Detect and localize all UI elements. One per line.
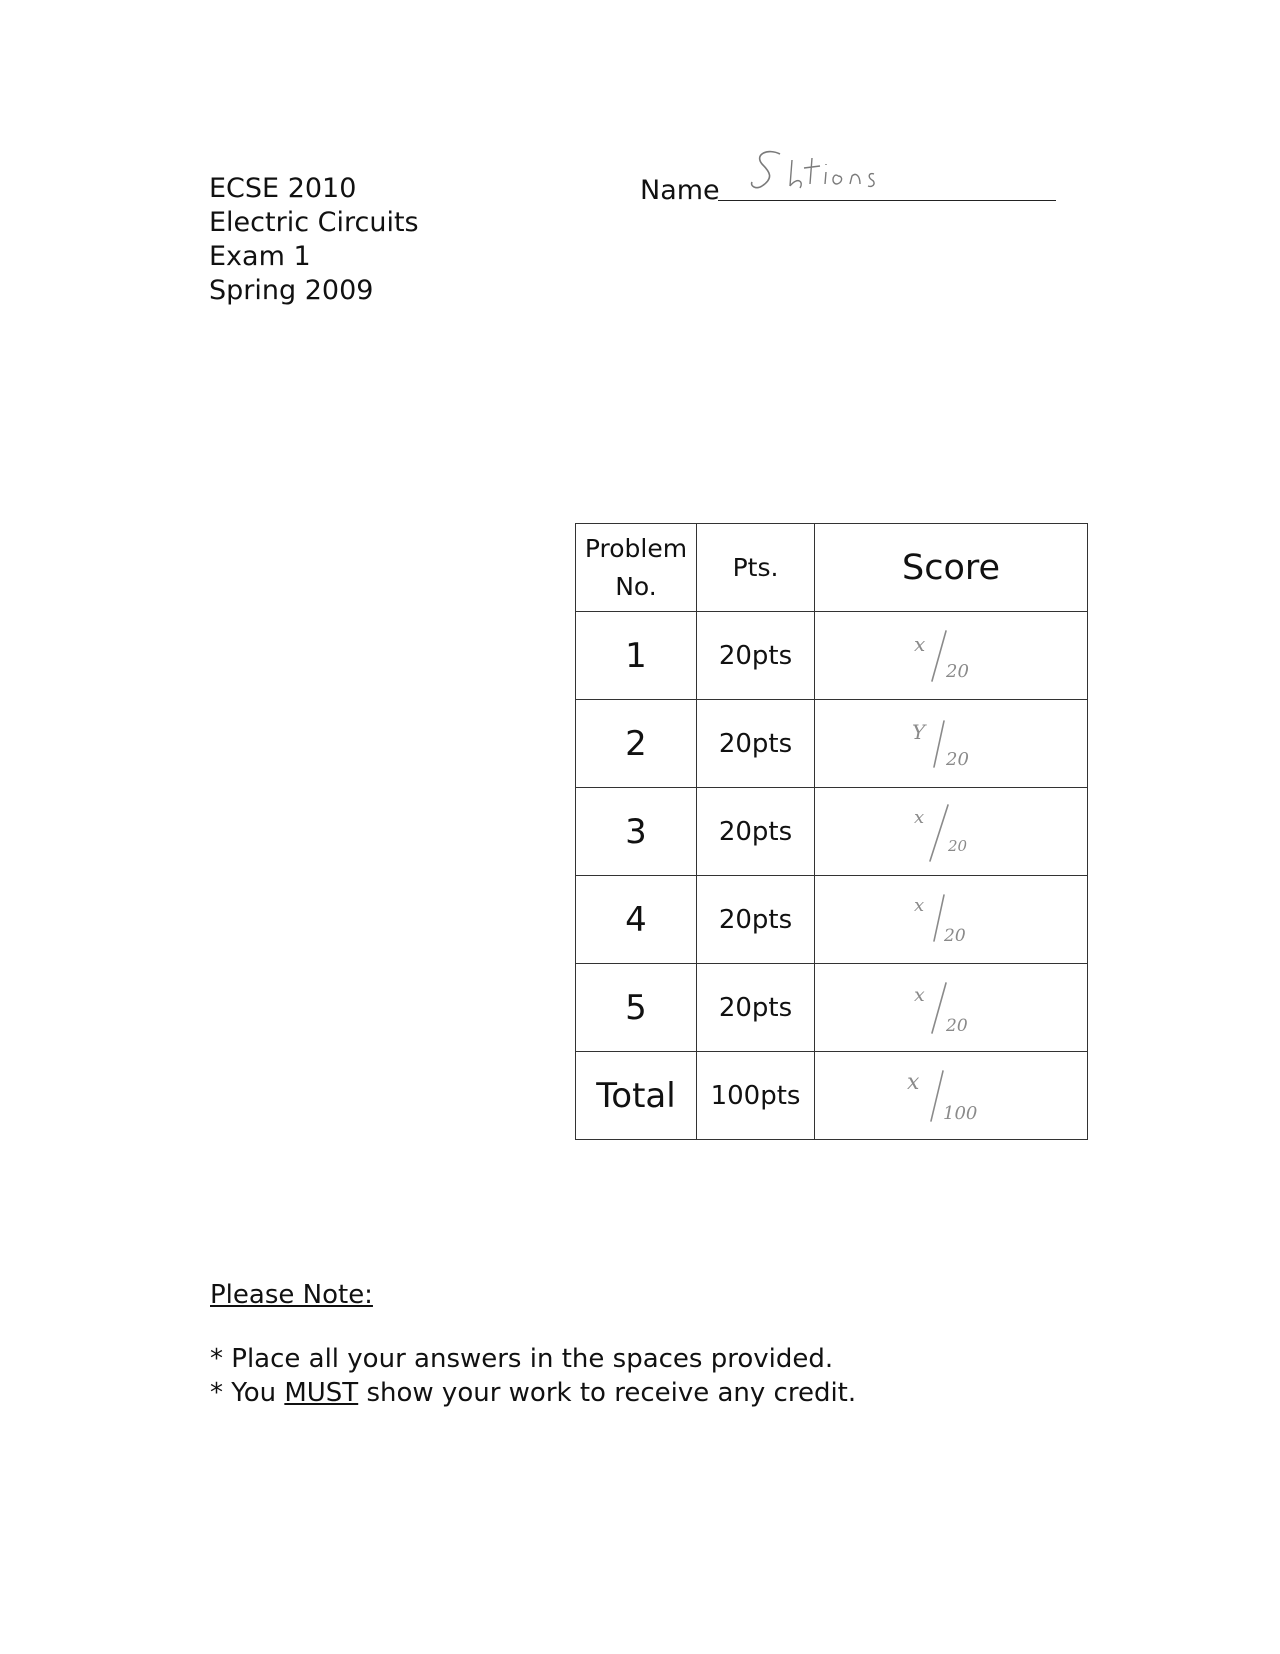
problem-score bbox=[815, 788, 1088, 876]
score-slash bbox=[932, 983, 946, 1033]
table-row bbox=[576, 788, 1088, 876]
table-row bbox=[576, 700, 1088, 788]
score-numerator: x bbox=[914, 806, 925, 828]
problem-number: 4 bbox=[576, 876, 697, 964]
handwritten-score bbox=[901, 1059, 1001, 1133]
score-denominator: 20 bbox=[944, 925, 966, 946]
handwritten-score bbox=[906, 621, 996, 691]
score-numerator: x bbox=[914, 894, 925, 916]
total-label: Total bbox=[576, 1052, 697, 1140]
score-slash bbox=[930, 805, 948, 861]
problem-points: 20pts bbox=[697, 612, 815, 700]
note-line-2-prefix: * You bbox=[210, 1378, 285, 1408]
name-underline bbox=[718, 200, 1056, 201]
score-slash bbox=[934, 895, 944, 941]
problem-points: 20pts bbox=[697, 876, 815, 964]
table-header-row bbox=[576, 524, 1088, 612]
course-code: ECSE 2010 bbox=[209, 173, 357, 204]
note-line-2 bbox=[210, 1376, 856, 1410]
score-slash bbox=[934, 721, 944, 767]
score-slash bbox=[931, 1071, 943, 1121]
total-points: 100pts bbox=[697, 1052, 815, 1140]
name-label: Name bbox=[640, 175, 720, 206]
score-slash bbox=[932, 631, 946, 681]
note-line-2-suffix: show your work to receive any credit. bbox=[358, 1378, 857, 1408]
problem-number: 2 bbox=[576, 700, 697, 788]
problem-number: 5 bbox=[576, 964, 697, 1052]
score-denominator: 100 bbox=[943, 1102, 978, 1124]
exam-term: Spring 2009 bbox=[209, 275, 374, 306]
problem-points: 20pts bbox=[697, 700, 815, 788]
score-numerator: Y bbox=[912, 719, 926, 744]
table-row bbox=[576, 876, 1088, 964]
score-denominator: 20 bbox=[948, 836, 968, 855]
score-denominator: 20 bbox=[946, 1015, 968, 1036]
header-problem bbox=[576, 524, 697, 612]
problem-number: 1 bbox=[576, 612, 697, 700]
header-points: Pts. bbox=[697, 524, 815, 612]
score-numerator: x bbox=[907, 1069, 920, 1095]
problem-points: 20pts bbox=[697, 964, 815, 1052]
score-denominator: 20 bbox=[946, 748, 969, 770]
table-row bbox=[576, 612, 1088, 700]
problem-score bbox=[815, 876, 1088, 964]
notes-heading: Please Note: bbox=[210, 1280, 373, 1310]
table-row bbox=[576, 964, 1088, 1052]
note-line-2-emphasis: MUST bbox=[284, 1378, 359, 1408]
notes-section bbox=[210, 1278, 856, 1410]
name-field bbox=[640, 150, 1060, 210]
score-numerator: x bbox=[914, 631, 926, 656]
course-info bbox=[209, 172, 419, 308]
score-numerator: x bbox=[914, 983, 925, 1006]
handwritten-score bbox=[906, 797, 996, 867]
course-name: Electric Circuits bbox=[209, 207, 419, 238]
score-denominator: 20 bbox=[946, 660, 969, 682]
total-score bbox=[815, 1052, 1088, 1140]
exam-title: Exam 1 bbox=[209, 241, 311, 272]
problem-number: 3 bbox=[576, 788, 697, 876]
header-problem-line1: Problem bbox=[584, 533, 688, 563]
handwritten-score bbox=[906, 709, 996, 779]
note-line-1: * Place all your answers in the spaces provided. bbox=[210, 1344, 834, 1374]
header-problem-line2: No. bbox=[615, 571, 657, 601]
problem-score bbox=[815, 964, 1088, 1052]
handwritten-score bbox=[906, 885, 996, 955]
handwritten-score bbox=[906, 973, 996, 1043]
header-score: Score bbox=[815, 524, 1088, 612]
problem-score bbox=[815, 612, 1088, 700]
problem-points: 20pts bbox=[697, 788, 815, 876]
problem-score bbox=[815, 700, 1088, 788]
table-total-row bbox=[576, 1052, 1088, 1140]
score-table bbox=[575, 523, 1088, 1140]
